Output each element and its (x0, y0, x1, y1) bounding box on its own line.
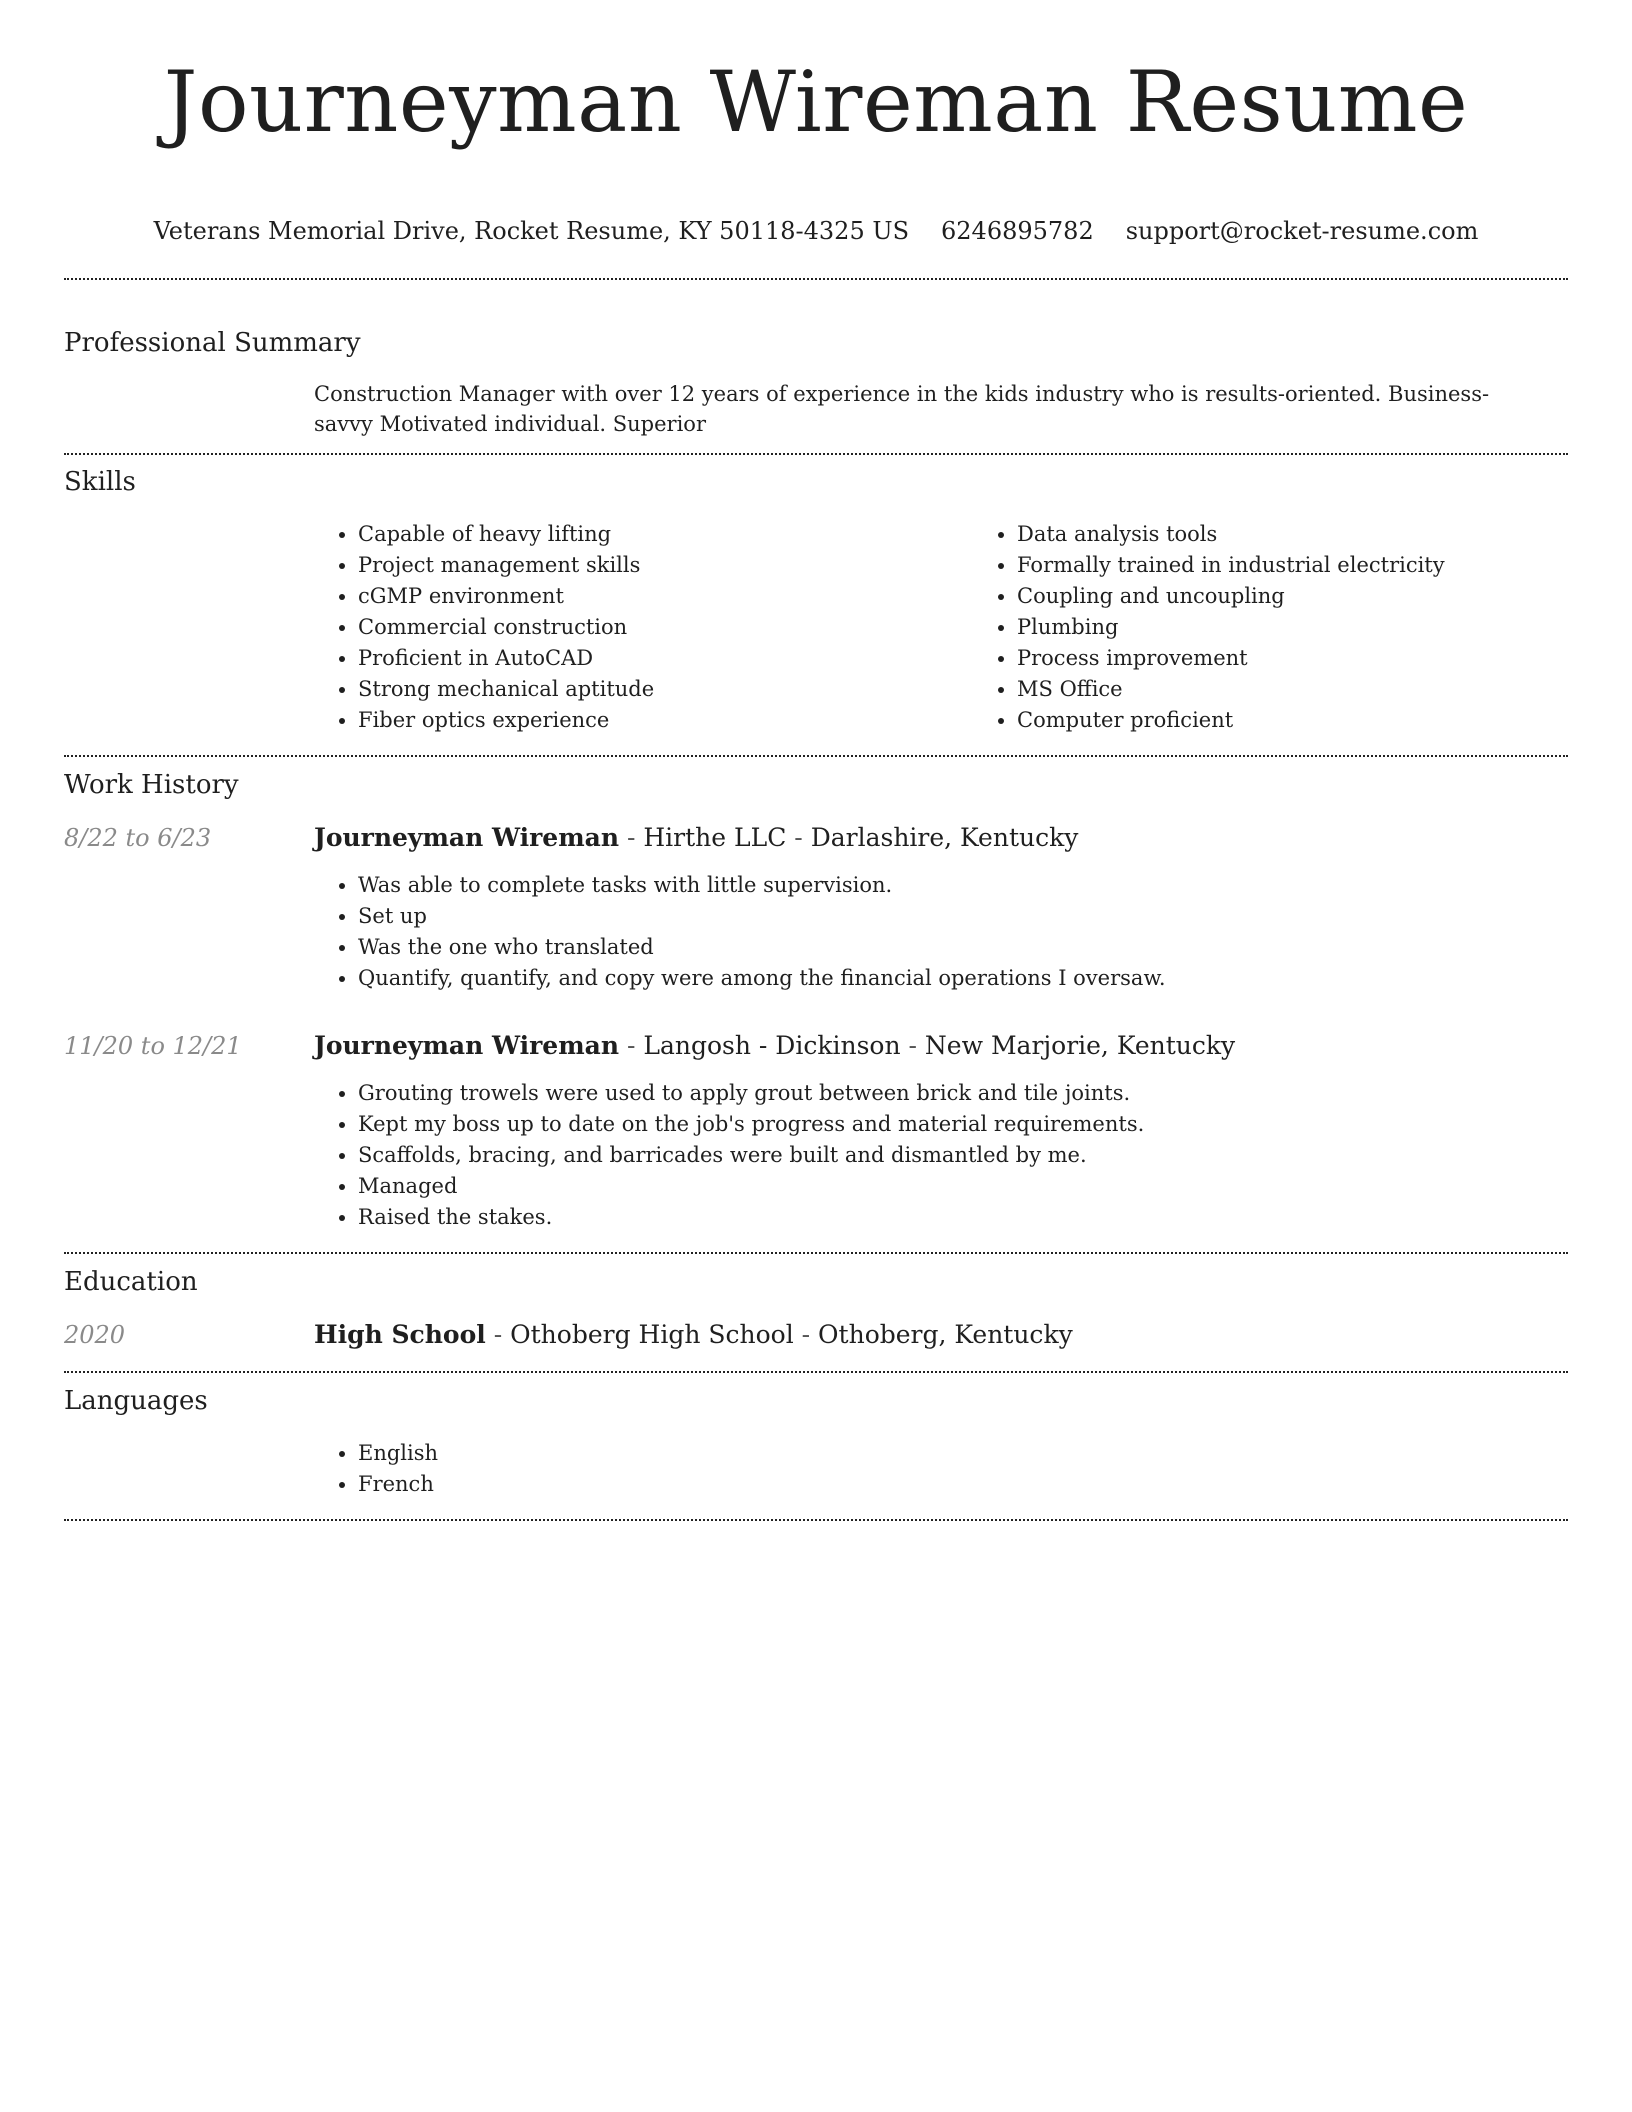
summary-section (64, 280, 1568, 439)
job-location: New Marjorie, Kentucky (924, 1031, 1236, 1060)
education-title: High School - Othoberg High School - Othoberg, Kentucky (314, 1320, 1073, 1349)
education-date: 2020 (64, 1321, 126, 1349)
list-item: • English (358, 1438, 1568, 1469)
page-title: Journeyman Wireman Resume (163, 53, 1469, 151)
contact-address: Veterans Memorial Drive, Rocket Resume, KY 50118-4325 US (153, 217, 910, 245)
list-item: • French (358, 1469, 1568, 1500)
job-title: Journeyman Wireman - Langosh - Dickinson - New Marjorie, Kentucky (314, 1031, 1236, 1060)
job-role: Journeyman Wireman (314, 823, 620, 852)
work-heading: Work History (64, 770, 239, 800)
list-item: • Formally trained in industrial electricity (1017, 550, 1632, 581)
list-item: • Coupling and uncoupling (1017, 581, 1632, 612)
list-item: • Raised the stakes. (358, 1202, 1568, 1233)
list-item: • Process improvement (1017, 643, 1632, 674)
job-location: Darlashire, Kentucky (810, 823, 1079, 852)
job-bullets (314, 870, 1568, 994)
list-item: • Computer proficient (1017, 705, 1632, 736)
job-entry (64, 822, 1568, 994)
job-entry (64, 1030, 1568, 1233)
contact-line (64, 216, 1568, 246)
list-item: • Grouting trowels were used to apply grout between brick and tile joints. (358, 1078, 1568, 1109)
education-school: Othoberg High School (510, 1320, 794, 1349)
contact-email: support@rocket-resume.com (1125, 217, 1479, 245)
languages-list (314, 1438, 1568, 1500)
job-title: Journeyman Wireman - Hirthe LLC - Darlashire, Kentucky (314, 823, 1079, 852)
languages-heading: Languages (64, 1386, 208, 1416)
job-dates: 11/20 to 12/21 (64, 1032, 242, 1060)
education-degree: High School (314, 1320, 486, 1349)
list-item: • Managed (358, 1171, 1568, 1202)
education-heading: Education (64, 1267, 198, 1297)
summary-heading: Professional Summary (64, 328, 361, 358)
list-item: • Scaffolds, bracing, and barricades were built and dismantled by me. (358, 1140, 1568, 1171)
job-role: Journeyman Wireman (314, 1031, 620, 1060)
list-item: • Proficient in AutoCAD (358, 643, 973, 674)
education-section (64, 1254, 1568, 1351)
skills-heading: Skills (64, 467, 136, 497)
list-item: • Capable of heavy lifting (358, 519, 973, 550)
work-section (64, 757, 1568, 1233)
job-company: Hirthe LLC (643, 823, 787, 852)
list-item: • Kept my boss up to date on the job's progress and material requirements. (358, 1109, 1568, 1140)
education-location: Othoberg, Kentucky (818, 1320, 1073, 1349)
resume-page (64, 0, 1568, 1521)
contact-phone: 6246895782 (941, 217, 1094, 245)
skills-list-right (973, 519, 1632, 736)
list-item: • Quantify, quantify, and copy were among the financial operations I oversaw. (358, 963, 1568, 994)
list-item: • Plumbing (1017, 612, 1632, 643)
list-item: • Project management skills (358, 550, 973, 581)
languages-section (64, 1373, 1568, 1500)
list-item: • Strong mechanical aptitude (358, 674, 973, 705)
skills-list-left (314, 519, 973, 736)
list-item: • Fiber optics experience (358, 705, 973, 736)
job-company: Langosh - Dickinson (643, 1031, 901, 1060)
list-item: • MS Office (1017, 674, 1632, 705)
job-dates: 8/22 to 6/23 (64, 824, 212, 852)
list-item: • Data analysis tools (1017, 519, 1632, 550)
list-item: • Was able to complete tasks with little supervision. (358, 870, 1568, 901)
divider (64, 1519, 1568, 1521)
list-item: • Commercial construction (358, 612, 973, 643)
summary-text: Construction Manager with over 12 years of experience in the kids industry who is results-oriented. Business-savvy Motivated individual. Superior (314, 382, 1490, 436)
skills-section (64, 455, 1568, 736)
list-item: • Was the one who translated (358, 932, 1568, 963)
job-bullets (314, 1078, 1568, 1233)
list-item: • Set up (358, 901, 1568, 932)
list-item: • cGMP environment (358, 581, 973, 612)
